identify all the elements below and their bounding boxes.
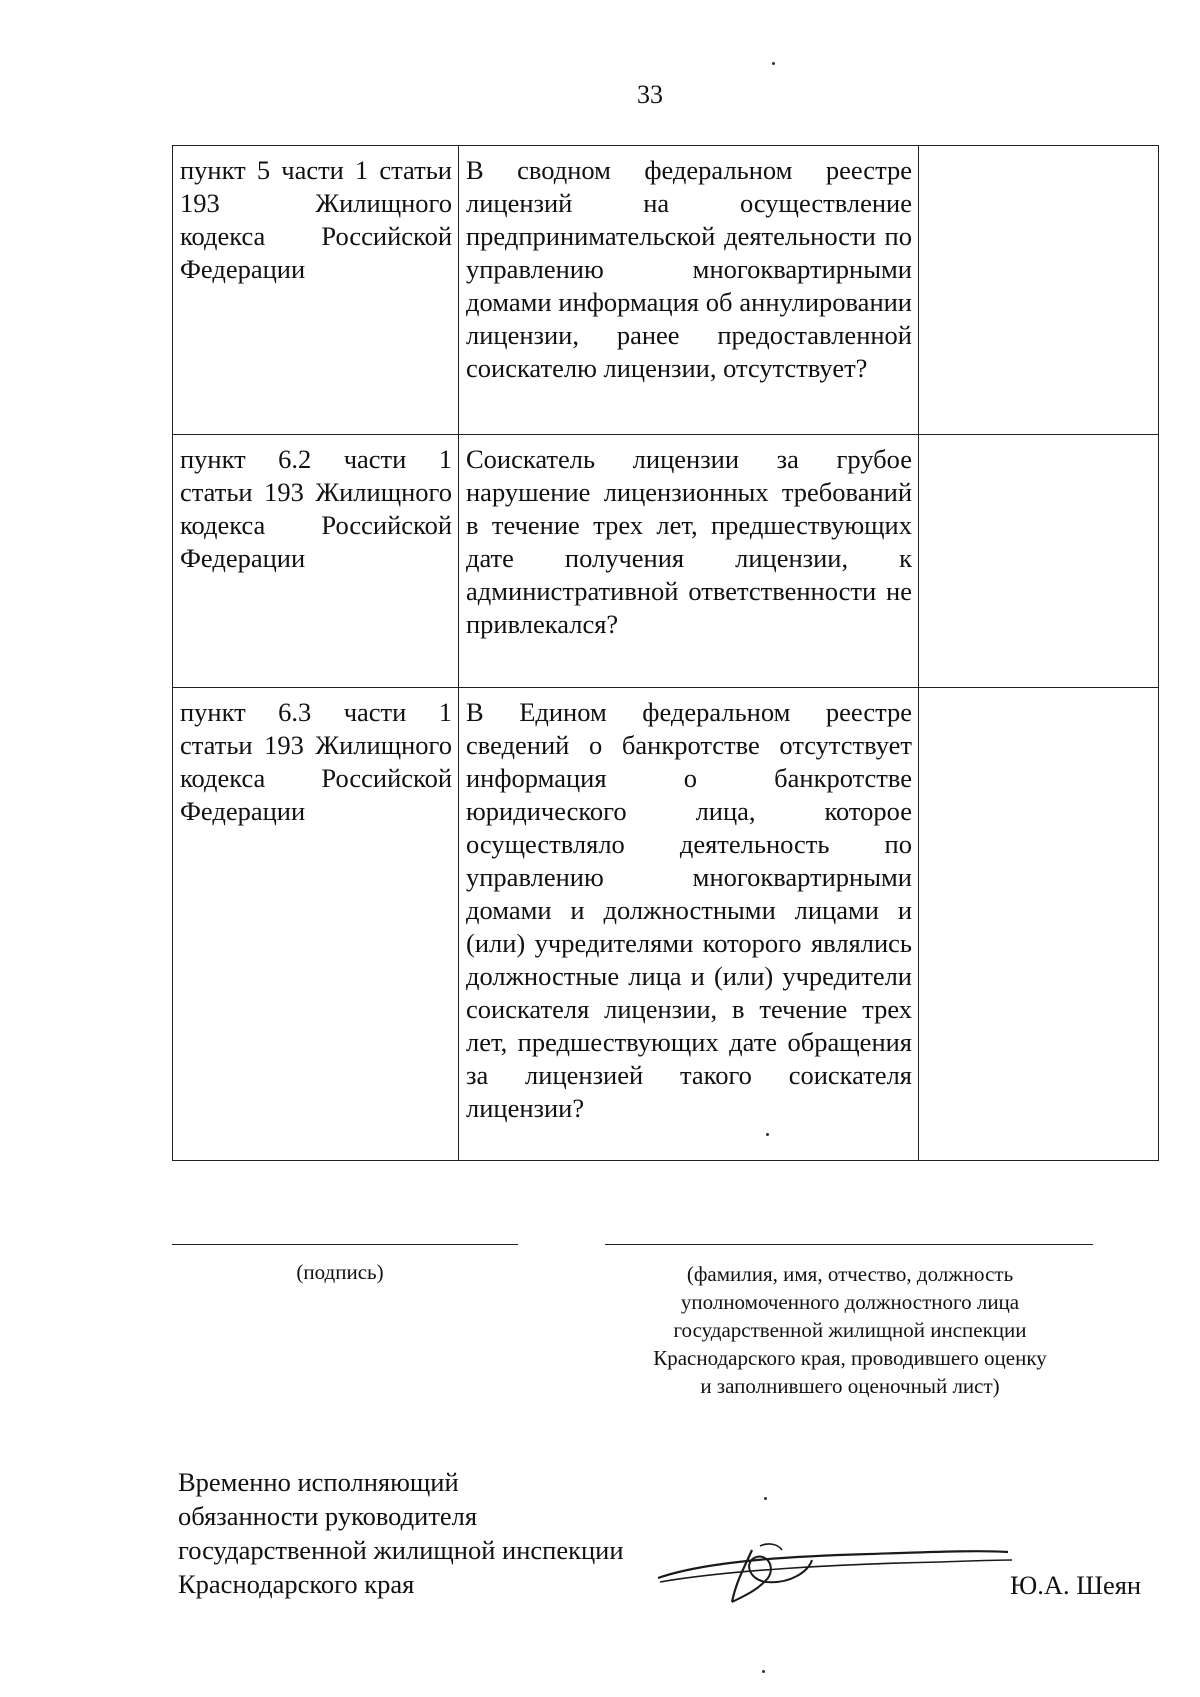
answer-cell: [919, 688, 1159, 1161]
legal-reference-cell: [173, 146, 459, 435]
scan-speck: [764, 1497, 767, 1500]
answer-cell: [919, 146, 1159, 435]
question-text: В сводном федеральном реестре лицензий на осуществление предпринимательской деятельности по управлению многоквартирными домами информация об аннулировании лицензии, ранее предоставленной соискателю лицензии, отсутствует?: [466, 155, 912, 383]
table-row: [173, 435, 1159, 688]
official-title-line: государственной жилищной инспекции: [178, 1535, 624, 1565]
official-name: Ю.А. Шеян: [1010, 1570, 1142, 1600]
name-caption-line: и заполнившего оценочный лист): [700, 1374, 1000, 1398]
question-cell: [459, 688, 919, 1161]
question-text: В Едином федеральном реестре сведений о банкротстве отсутствует информация о банкротстве юридического лица, которое осуществляло деятельность по управлению многоквартирными домами и должностными лицами и (или) учредителями которого являлись должностные лица и (или) учредители соискателя лицензии, в течение трех лет, предшествующих дате обращения за лицензией такого соискателя лицензии?: [466, 697, 912, 1123]
scan-speck: [766, 1133, 769, 1136]
page-number: 33: [637, 80, 663, 109]
name-caption-line: (фамилия, имя, отчество, должность: [686, 1262, 1014, 1286]
table-row: [173, 688, 1159, 1161]
official-title: [178, 1465, 624, 1601]
answer-cell: [919, 435, 1159, 688]
legal-reference: пункт 5 части 1 статьи 193 Жилищного кодекса Российской Федерации: [180, 155, 452, 284]
question-cell: [459, 146, 919, 435]
checklist-table: [172, 145, 1159, 1161]
legal-reference: пункт 6.3 части 1 статьи 193 Жилищного кодекса Российской Федерации: [180, 697, 452, 826]
name-caption: [600, 1260, 1100, 1400]
legal-reference-cell: [173, 435, 459, 688]
official-title-line: обязанности руководителя: [178, 1501, 478, 1531]
name-line: [605, 1244, 1093, 1245]
legal-reference-cell: [173, 688, 459, 1161]
question-text: Соискатель лицензии за грубое нарушение лицензионных требований в течение трех лет, предшествующих дате получения лицензии, к административной ответственности не привлекался?: [466, 444, 912, 639]
official-title-line: Временно исполняющий: [178, 1467, 459, 1497]
name-caption-line: уполномоченного должностного лица: [680, 1290, 1020, 1314]
signature-caption: (подпись): [296, 1260, 384, 1284]
question-cell: [459, 435, 919, 688]
table-row: [173, 146, 1159, 435]
legal-reference: пункт 6.2 части 1 статьи 193 Жилищного кодекса Российской Федерации: [180, 444, 452, 573]
scan-speck: [762, 1670, 765, 1673]
name-caption-line: государственной жилищной инспекции: [673, 1318, 1027, 1342]
signature-line: [172, 1244, 518, 1245]
scan-speck: [772, 62, 775, 65]
handwritten-signature: [640, 1520, 1020, 1610]
official-title-line: Краснодарского края: [178, 1569, 415, 1599]
name-caption-line: Краснодарского края, проводившего оценку: [653, 1346, 1047, 1370]
